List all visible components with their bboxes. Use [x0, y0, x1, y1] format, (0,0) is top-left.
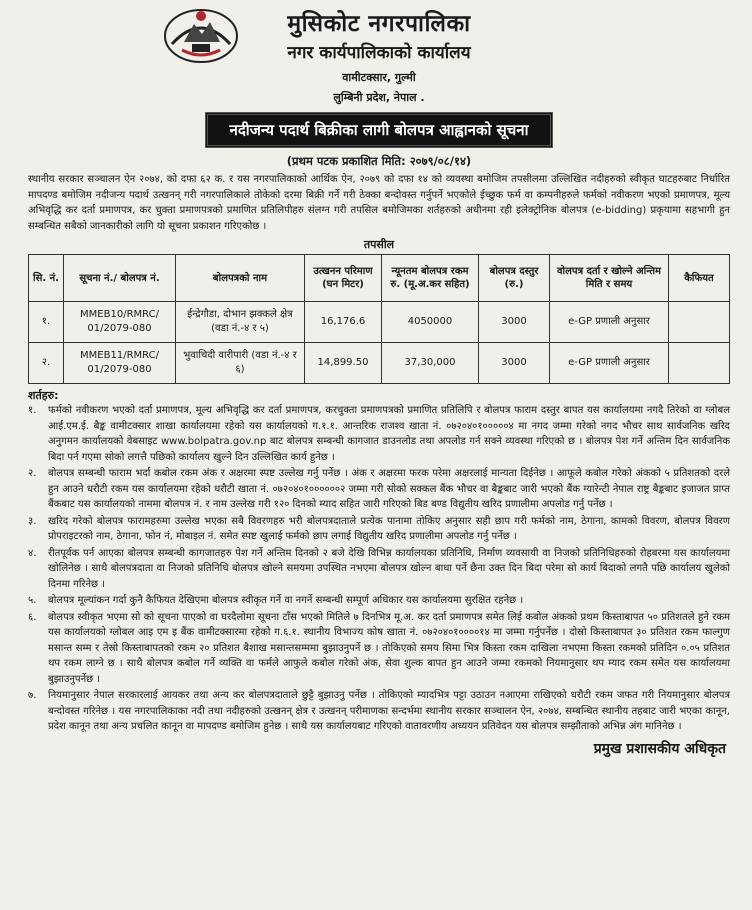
cell-fee: 3000: [479, 302, 550, 343]
col-header-deadline: वोलपत्र दर्ता र खोल्ने अन्तिम मिति र समय: [550, 255, 669, 302]
condition-text: बोलपत्र सम्बन्धी फाराम भर्दा कबोल रकम अंक र अक्षरमा स्पष्ट उल्लेख गर्नु पर्नेछ । अंक र अक्षरमा फरक परेमा अक्षरलाई मान्यता दिईनेछ । आफूले कबोल गरेको अंकको ५ प्रतिशतको दरले हुन आउने धरौटी रकम यस कार्यालयमा रहेको धरौटी खाता नं. ०७२०४०१००००००२ जम्मा गरी सोको सक्कल बैंक भौचर वा बैङ्कबाट जारी भएको बैंक ग्यारेन्टी नेपाल राष्ट्र बैङ्कबाट इजाजत प्राप्त बैंकबाट यस कार्यालयको नाममा बोलपत्र नं. र नाम उल्लेख गरी १२० दिनको म्याद सहित जारी गरिएको बिड बण्ड विद्युतीय खरिद प्रणालीमा अपलोड गर्नु पर्नेछ ।: [48, 468, 730, 510]
cell-bid-name: भुवाचिदी वारीपारी (वडा नं.-४ र ६): [176, 343, 305, 384]
condition-number: ३.: [28, 515, 37, 527]
list-item: [28, 688, 730, 735]
col-header-bid-name: बोलपत्रको नाम: [176, 255, 305, 302]
condition-number: ७.: [28, 690, 37, 701]
col-header-serial: सि. नं.: [29, 255, 64, 302]
condition-text: खरिद गरेको बोलपत्र फारामहरुमा उल्लेख भएका सबै विवरणहरु भरी बोलपत्रदाताले प्रत्येक पानामा तोकिए अनुसार सही छाप गरी फर्मको नाम, ठेगाना, कामको विवरण, बोलपत्र विवरण प्रोपराइटरको नाम, ठेगाना, फोन नं, मोबाइल नं. समेत स्पष्ट खुलाई फर्मको छाप लगाई विद्युतीय खरिद प्रणालीमा अपलोड गर्नु पर्नेछ ।: [48, 515, 730, 542]
cell-serial: २.: [29, 343, 64, 384]
list-item: [28, 466, 730, 513]
col-header-fee: बोलपत्र दस्तुर (रु.): [479, 255, 550, 302]
cell-notice-no: MMEB10/RMRC/ 01/2079-080: [64, 302, 176, 343]
cell-min-amount: 37,30,000: [382, 343, 479, 384]
notice-banner: नदीजन्य पदार्थ बिक्रीका लागी बोलपत्र आह्वानको सूचना: [205, 112, 554, 148]
office-subtitle: नगर कार्यपालिकाको कार्यालय: [287, 43, 471, 63]
published-date: (प्रथम पटक प्रकाशित मिति: २०७९/०८/१४): [286, 154, 472, 168]
list-item: [28, 546, 730, 593]
list-item: [28, 593, 730, 609]
col-header-remarks: कैफियत: [669, 255, 730, 302]
conditions-title: शर्तहरु:: [28, 389, 59, 402]
condition-text: बोलपत्र मूल्यांकन गर्दा कुनै कैफियत देखिएमा बोलपत्र स्वीकृत गर्ने वा नगर्ने सम्बन्धी सम्पूर्ण अधिकार यस कार्यालयमा सुरक्षित रहनेछ ।: [48, 595, 524, 606]
list-item: [28, 514, 730, 545]
col-header-min-amount: न्यूनतम बोलपत्र रकम रु. (मू.अ.कर सहित): [382, 255, 479, 302]
condition-text: फर्मको नवीकरण भएको दर्ता प्रमाणपत्र, मूल्य अभिवृद्धि कर दर्ता प्रमाणपत्र, करचुक्ता प्रमाणपत्रको प्रमाणित प्रतिलिपि र बोलपत्र फाराम दस्तुर बापत यस कार्यालयमा नगदै तिरेको वा ग्लोबल आई.एम.ई. बैङ्क वामीटक्सार शाखा कार्यालयमा रहेको यस कार्यालयको ग.१.१. आन्तरिक राजश्व खाता नं. ०७२०४०१०००००४ मा नगद जम्मा गरेको नगद भौचर साथ सार्वजनिक खरिद अनुगमन कार्यालयको वेबसाइट www.bolpatra.gov.np बाट बोलपत्र सम्बन्धी कागजात डाउनलोड तथा अपलोड गर्न सक्ने व्यवस्था गरिएको छ । बोलपत्र पेश गर्ने अन्तिम दिन सार्वजनिक बिदा पर्न गएमा सोको लगत्तै पछिको कार्यालय खुल्ने दिन उल्लिखित कार्य हुनेछ ।: [48, 405, 730, 463]
cell-fee: 3000: [479, 343, 550, 384]
condition-text: रीतपूर्वक पर्न आएका बोलपत्र सम्बन्धी कागजातहरु पेश गर्ने अन्तिम दिनको २ बजे देखि विभिन्न कार्यालयका प्रतिनिधि, निर्माण व्यवसायी वा निजको प्रतिनिधिहरुको रोहबरमा यस कार्यालयमा खोलिनेछ । साथै बोलपत्रदाता वा निजको प्रतिनिधि बोलपत्र खोल्ने समयमा उपस्थित नभएमा बोलपत्र खोल्न बाधा पर्ने छैना उक्त दिन बिदा परेमा सो कार्य बिदाको लगतै पछि कार्यालय खुलेको दिनमा गरिनेछ ।: [48, 547, 730, 590]
table-title: तपसील: [363, 238, 395, 251]
banner-wrapper: [28, 112, 730, 148]
condition-number: १.: [28, 405, 37, 416]
municipality-title: मुसिकोट नगरपालिका: [287, 10, 471, 37]
cell-serial: १.: [29, 302, 64, 343]
list-item: [28, 403, 730, 465]
signature-designation: प्रमुख प्रशासकीय अधिकृत: [593, 740, 726, 757]
cell-quantity: 14,899.50: [305, 343, 382, 384]
cell-quantity: 16,176.6: [305, 302, 382, 343]
office-province: लुम्बिनी प्रदेश, नेपाल .: [333, 91, 425, 104]
bid-table: [28, 254, 730, 384]
col-header-quantity: उत्खनन परिमाण (घन मिटर): [305, 255, 382, 302]
cell-remarks: [669, 343, 730, 384]
cell-remarks: [669, 302, 730, 343]
condition-number: ४.: [28, 547, 37, 559]
office-address: वामीटक्सार, गुल्मी: [342, 71, 416, 84]
cell-deadline: e-GP प्रणाली अनुसार: [550, 343, 669, 384]
intro-paragraph: स्थानीय सरकार सञ्चालन ऐन २०७४, को दफा ६२ क. र यस नगरपालिकाको आर्थिक ऐन, २०७९ को दफा १४ को व्यवस्था बमोजिम तपसीलमा उल्लिखित नदीहरुको स्वीकृत घाटहरुबाट निर्धारित मापदण्ड बमोजिम नदीजन्य पदार्थ उत्खनन् गरी नगरपालिकाले तोकेको दरमा बिक्री गर्ने गरी ठेक्का बन्दोवस्त गर्नुपर्ने भएकोले ईच्छुक फर्म वा कम्पनीहरुले फर्मको नवीकरण भएको प्रमाणपत्र, मूल्य अभिवृद्धि कर दर्ता प्रमाणपत्र, कर चुक्ता प्रमाणपत्रको प्रमाणित प्रतिलिपीहरु संलग्न गरी तपसिल बमोजिमका शर्तहरुको अधीनमा रही इलेक्ट्रोनिक बोलपत्र (e-bidding) प्रकृयामा सहभागी हुन सम्बन्धित सबैको जानकारीको लागि यो सूचना प्रकाशन गरिएकोछ ।: [28, 174, 730, 232]
cell-deadline: e-GP प्रणाली अनुसार: [550, 302, 669, 343]
condition-number: ५.: [28, 595, 37, 606]
conditions-list: [28, 403, 730, 735]
condition-text: बोलपत्र स्वीकृत भएमा सो को सूचना पाएको वा घरदैलोमा सूचना टाँस भएको मितिले ७ दिनभित्र मू.अ. कर दर्ता प्रमाणपत्र समेत लिई कबोल अंकको प्रथम किस्ताबापत ५० प्रतिशतले हुने रकम यस कार्यालयको ग्लोबल आइ एम इ बैंक वामीटक्सारमा रहेको ग.६.१. स्थानीय विभाज्य कोष खाता नं. ०७२०४०१००००१४ मा जम्मा गर्नुपर्नेछ । दोस्रो किस्ताबापत ३० प्रतिशत रकम फाल्गुण मसान्त सम्म र तेस्रो किस्ताबापतको रकम २० प्रतिशत बैशाख मसान्तसम्ममा बुझाउनुपर्ने छ । तोकिएको समय सिमा भित्र किस्ता रकम दाखिला नभएमा किस्ता रकमको प्रतिदिन ०.०५ प्रतिशत थप रकम लाग्ने छ । साथै बोलपत्र कबोल गर्ने व्यक्ति वा फर्मले आफुले कबोल गरेको अंक, सेवा शुल्क बापत हुन आउने जम्मा रकमको नियमानुसार थप म्याद रकम समेत यस कार्यालयमा बुझाउनुपर्नेछ ।: [48, 611, 730, 685]
cell-notice-no: MMEB11/RMRC/ 01/2079-080: [64, 343, 176, 384]
cell-min-amount: 4050000: [382, 302, 479, 343]
cell-bid-name: ईन्द्रेगौडा, दोभान झक्कले क्षेत्र (वडा नं.-४ र ५): [176, 302, 305, 343]
header: [28, 0, 730, 112]
col-header-notice-no: सूचना नं./ बोलपत्र नं.: [64, 255, 176, 302]
condition-number: २.: [28, 468, 37, 479]
table-row: [29, 343, 730, 384]
table-header-row: [29, 255, 730, 302]
condition-text: नियमानुसार नेपाल सरकारलाई आयकर तथा अन्य कर बोलपत्रदाताले छुट्टै बुझाउनु पर्नेछ । तोकिएको म्यादभित्र पट्टा उठाउन नआएमा राखिएको धरौटी रकम जफत गरी नियमानुसार बोलपत्र बन्दोवस्त गरिनेछ । यस नगरपालिकाका नदी तथा नदीहरुको उत्खनन् क्षेत्र र उत्खनन् परीमाणका सन्दर्भमा स्थानीय सरकार सञ्चालन ऐन, २०७४, सम्बन्धित स्थानीय तहबाट जारी भएका कानून, प्रदेश कानून तथा अन्य प्रचलित कानून वा मापदण्ड बमोजिम हुनेछ । साथै यस कार्यालयबाट गरिएको वातावरणीय अध्ययन प्रतिवेदन यस बोलपत्र सम्झौताको अभिन्न अंग मानिनेछ ।: [48, 690, 730, 732]
table-row: [29, 302, 730, 343]
condition-number: ६.: [28, 611, 37, 623]
list-item: [28, 610, 730, 688]
